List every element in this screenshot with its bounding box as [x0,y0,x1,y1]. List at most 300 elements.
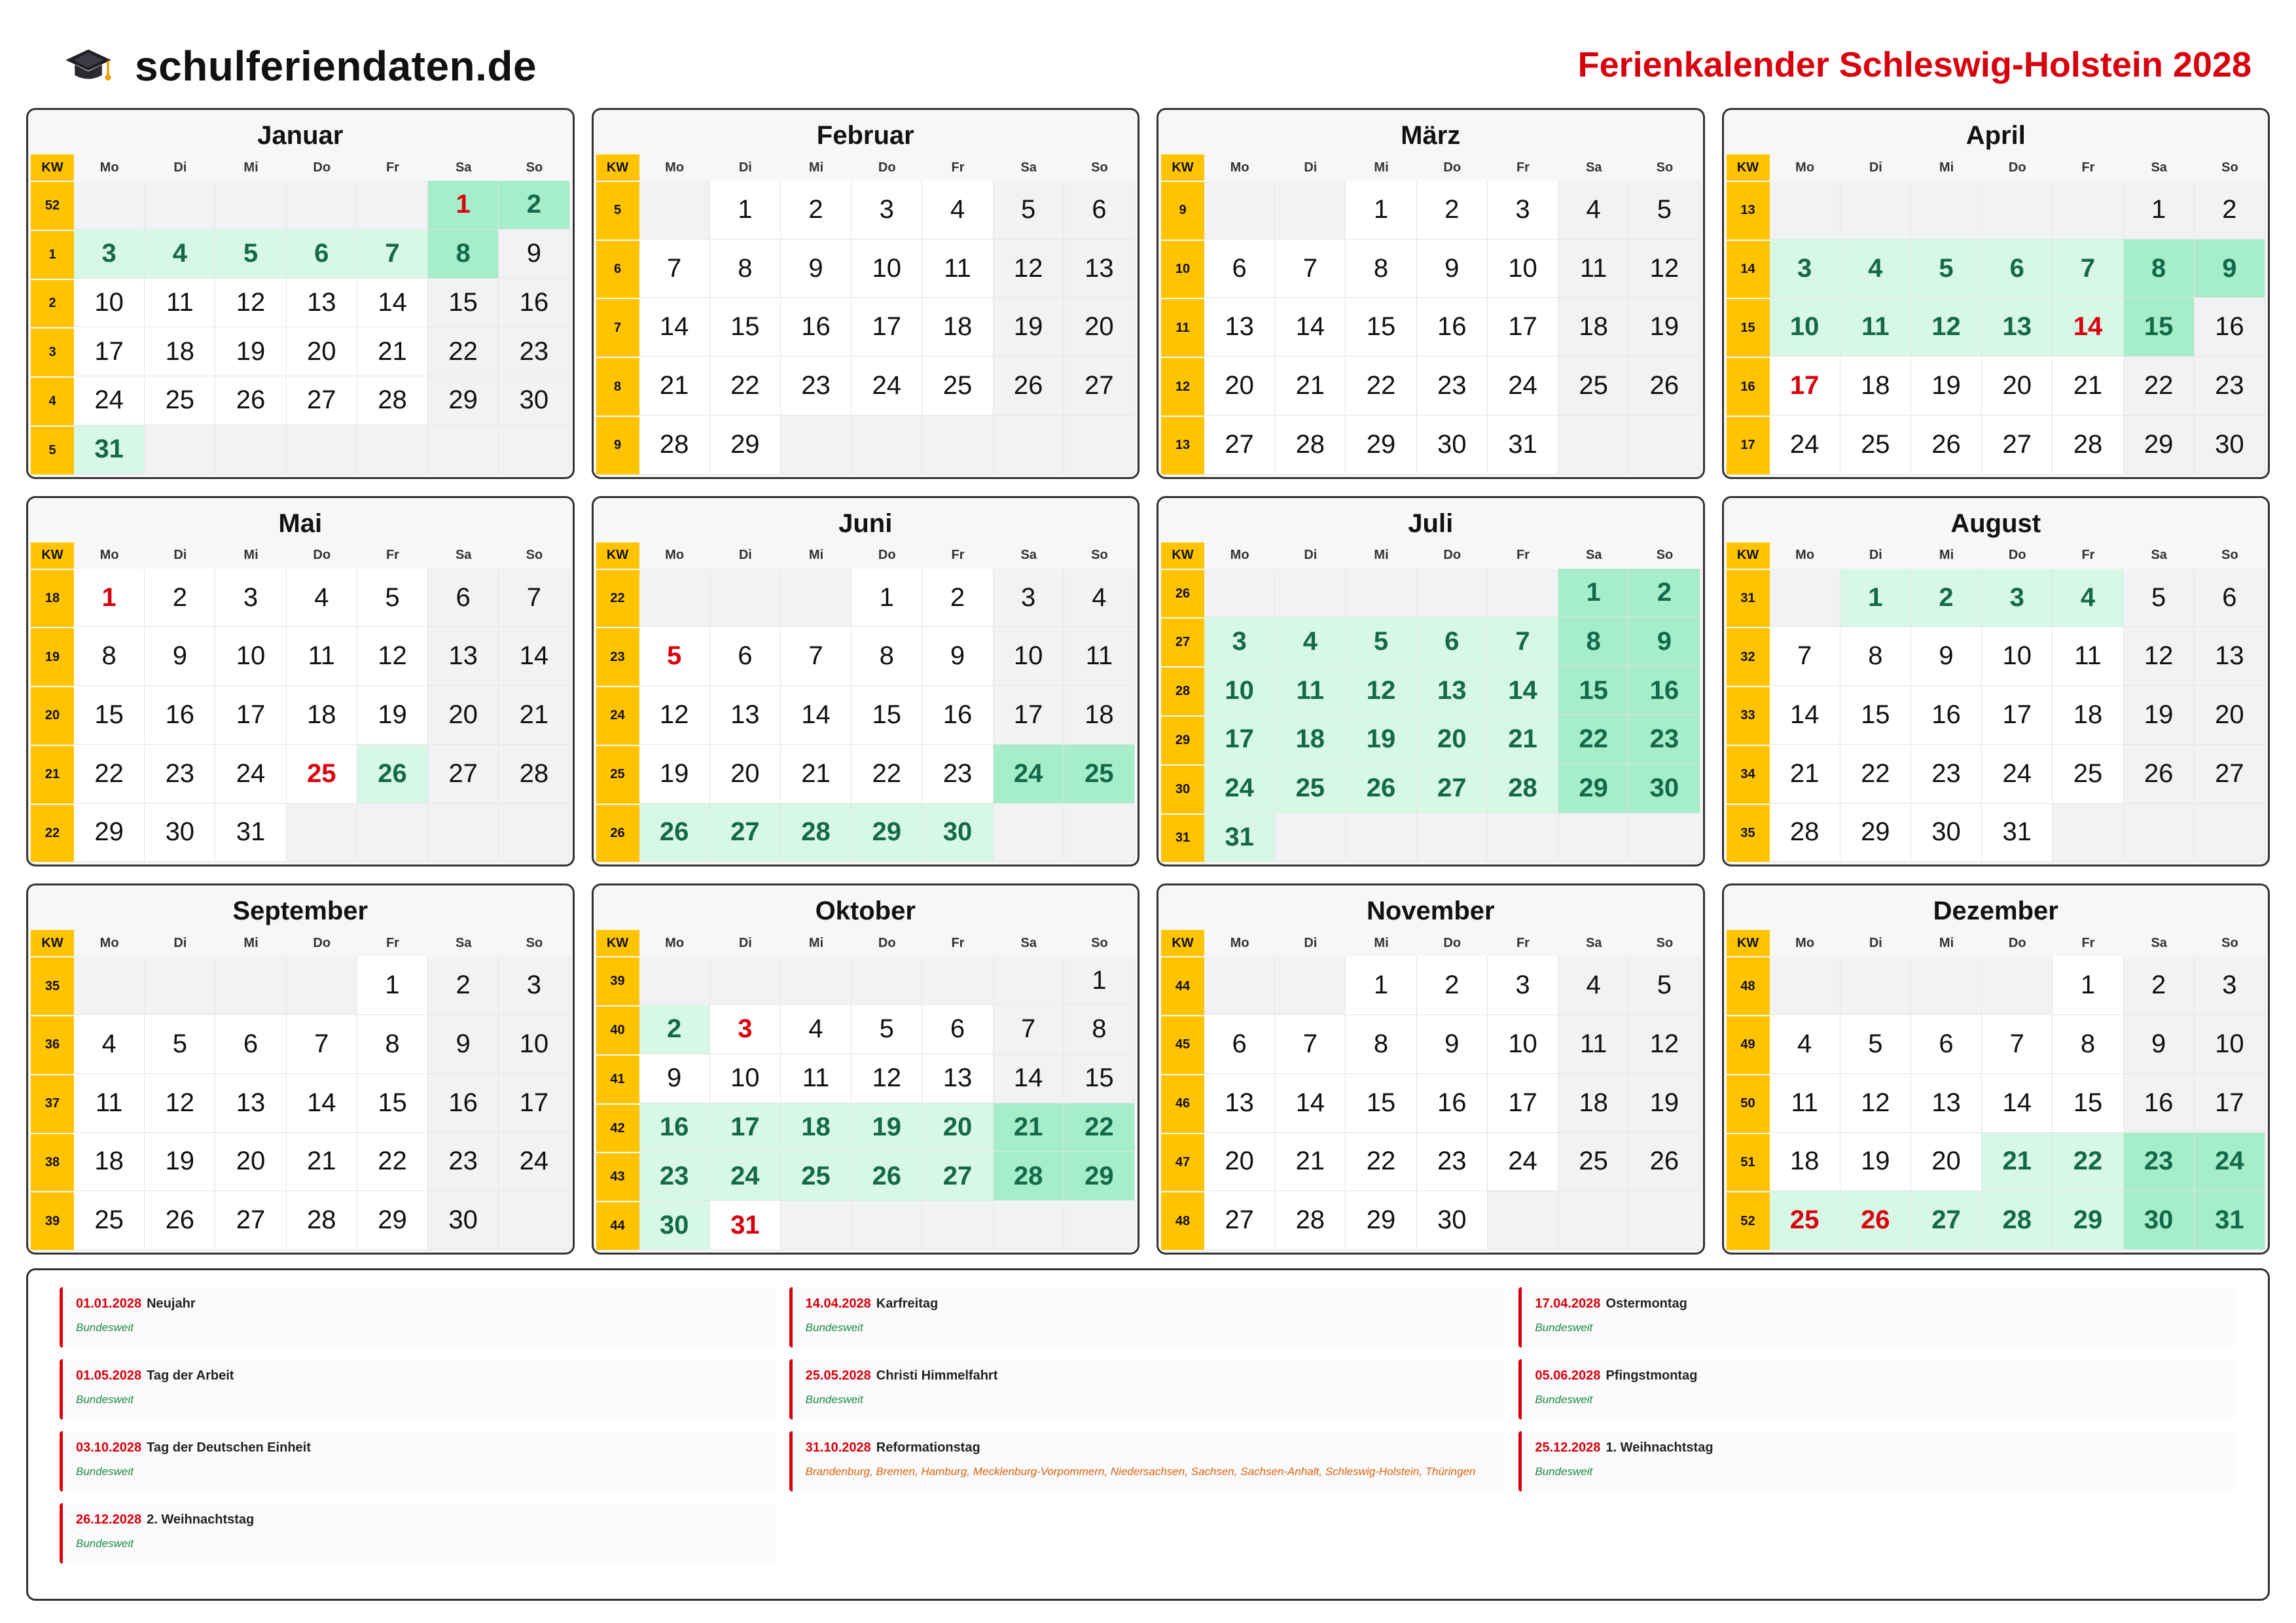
day-cell[interactable]: 9 [145,627,215,686]
day-cell[interactable]: 1 [1346,181,1416,240]
day-cell[interactable]: 8 [74,627,145,686]
ferien-day-cell[interactable]: 8 [2124,240,2195,298]
day-cell[interactable]: 19 [994,298,1064,357]
day-cell[interactable]: 11 [781,1054,852,1103]
holiday-day-cell[interactable]: 1 [74,569,145,628]
ferien-day-cell[interactable]: 31 [2195,1191,2265,1250]
ferien-day-cell[interactable]: 26 [357,745,428,804]
ferien-day-cell[interactable]: 11 [1275,666,1346,715]
ferien-day-cell[interactable]: 23 [2124,1133,2195,1192]
day-cell[interactable]: 29 [710,416,781,474]
day-cell[interactable]: 12 [852,1054,922,1103]
day-cell[interactable]: 19 [2124,686,2195,745]
day-cell[interactable]: 2 [145,569,215,628]
day-cell[interactable]: 21 [287,1133,357,1192]
day-cell[interactable]: 23 [922,745,993,804]
day-cell[interactable]: 5 [852,1005,922,1054]
day-cell[interactable]: 22 [357,1133,428,1192]
day-cell[interactable]: 19 [215,327,286,376]
day-cell[interactable]: 20 [2195,686,2265,745]
day-cell[interactable]: 10 [215,627,286,686]
day-cell[interactable]: 8 [1346,1015,1416,1074]
day-cell[interactable]: 13 [428,627,499,686]
ferien-day-cell[interactable]: 3 [74,230,145,279]
day-cell[interactable]: 9 [1417,1015,1488,1074]
day-cell[interactable]: 30 [1417,416,1488,474]
ferien-day-cell[interactable]: 6 [1417,617,1488,666]
day-cell[interactable]: 3 [215,569,286,628]
day-cell[interactable]: 3 [994,569,1064,628]
ferien-day-cell[interactable]: 26 [1346,764,1416,813]
ferien-day-cell[interactable]: 3 [1982,569,2053,628]
day-cell[interactable]: 26 [1629,357,1700,416]
ferien-day-cell[interactable]: 4 [1840,240,1911,298]
day-cell[interactable]: 31 [215,804,286,863]
ferien-day-cell[interactable]: 13 [1417,666,1488,715]
day-cell[interactable]: 28 [357,376,428,425]
day-cell[interactable]: 1 [2124,181,2195,240]
day-cell[interactable]: 11 [145,279,215,328]
brand[interactable] [64,42,537,90]
day-cell[interactable]: 5 [1629,181,1700,240]
day-cell[interactable]: 11 [922,240,993,298]
day-cell[interactable]: 10 [1488,240,1558,298]
day-cell[interactable]: 11 [2053,627,2123,686]
ferien-day-cell[interactable]: 23 [1629,715,1700,764]
day-cell[interactable]: 18 [1840,357,1911,416]
day-cell[interactable]: 7 [639,240,710,298]
ferien-day-cell[interactable]: 19 [852,1103,922,1152]
ferien-day-cell[interactable]: 23 [639,1152,710,1201]
day-cell[interactable]: 29 [74,804,145,863]
day-cell[interactable]: 28 [1770,804,1840,863]
day-cell[interactable]: 14 [1982,1074,2053,1133]
day-cell[interactable]: 5 [145,1015,215,1074]
ferien-day-cell[interactable]: 4 [1275,617,1346,666]
day-cell[interactable]: 9 [922,627,993,686]
day-cell[interactable]: 27 [1064,357,1135,416]
day-cell[interactable]: 20 [1982,357,2053,416]
day-cell[interactable]: 6 [922,1005,993,1054]
day-cell[interactable]: 26 [215,376,286,425]
day-cell[interactable]: 21 [1770,745,1840,804]
day-cell[interactable]: 22 [1346,1133,1416,1192]
day-cell[interactable]: 2 [1417,181,1488,240]
day-cell[interactable]: 14 [1770,686,1840,745]
day-cell[interactable]: 26 [145,1191,215,1250]
day-cell[interactable]: 17 [1982,686,2053,745]
day-cell[interactable]: 25 [922,357,993,416]
day-cell[interactable]: 11 [1558,240,1629,298]
day-cell[interactable]: 26 [1629,1133,1700,1192]
day-cell[interactable]: 30 [428,1191,499,1250]
ferien-day-cell[interactable]: 24 [994,745,1064,804]
day-cell[interactable]: 4 [1558,956,1629,1015]
day-cell[interactable]: 16 [145,686,215,745]
day-cell[interactable]: 28 [499,745,569,804]
ferien-day-cell[interactable]: 30 [922,804,993,863]
day-cell[interactable]: 11 [74,1074,145,1133]
day-cell[interactable]: 23 [781,357,852,416]
day-cell[interactable]: 15 [1840,686,1911,745]
ferien-day-cell[interactable]: 12 [1346,666,1416,715]
holiday-day-cell[interactable]: 17 [1770,357,1840,416]
day-cell[interactable]: 22 [428,327,499,376]
day-cell[interactable]: 17 [1488,298,1558,357]
day-cell[interactable]: 18 [2053,686,2123,745]
day-cell[interactable]: 25 [1558,1133,1629,1192]
day-cell[interactable]: 28 [2053,416,2123,474]
day-cell[interactable]: 17 [994,686,1064,745]
day-cell[interactable]: 14 [781,686,852,745]
day-cell[interactable]: 10 [1488,1015,1558,1074]
day-cell[interactable]: 11 [1558,1015,1629,1074]
ferien-day-cell[interactable]: 22 [2053,1133,2123,1192]
day-cell[interactable]: 20 [215,1133,286,1192]
ferien-day-cell[interactable]: 7 [357,230,428,279]
day-cell[interactable]: 22 [710,357,781,416]
day-cell[interactable]: 11 [1064,627,1135,686]
ferien-day-cell[interactable]: 20 [922,1103,993,1152]
ferien-day-cell[interactable]: 24 [2195,1133,2265,1192]
day-cell[interactable]: 28 [639,416,710,474]
day-cell[interactable]: 25 [145,376,215,425]
day-cell[interactable]: 12 [357,627,428,686]
day-cell[interactable]: 25 [1558,357,1629,416]
day-cell[interactable]: 21 [781,745,852,804]
day-cell[interactable]: 6 [215,1015,286,1074]
day-cell[interactable]: 3 [1488,956,1558,1015]
day-cell[interactable]: 27 [1204,416,1275,474]
day-cell[interactable]: 24 [215,745,286,804]
day-cell[interactable]: 5 [1629,956,1700,1015]
holiday-day-cell[interactable]: 5 [639,627,710,686]
day-cell[interactable]: 19 [1629,1074,1700,1133]
ferien-day-cell[interactable]: 30 [2124,1191,2195,1250]
day-cell[interactable]: 10 [994,627,1064,686]
day-cell[interactable]: 21 [1275,1133,1346,1192]
day-cell[interactable]: 15 [2053,1074,2123,1133]
holiday-day-cell[interactable]: 14 [2053,298,2123,357]
day-cell[interactable]: 14 [287,1074,357,1133]
day-cell[interactable]: 20 [710,745,781,804]
ferien-day-cell[interactable]: 2 [499,181,569,230]
day-cell[interactable]: 1 [1064,956,1135,1005]
day-cell[interactable]: 12 [145,1074,215,1133]
day-cell[interactable]: 13 [922,1054,993,1103]
day-cell[interactable]: 3 [852,181,922,240]
day-cell[interactable]: 13 [1204,1074,1275,1133]
ferien-day-cell[interactable]: 25 [1275,764,1346,813]
ferien-day-cell[interactable]: 2 [639,1005,710,1054]
day-cell[interactable]: 26 [994,357,1064,416]
day-cell[interactable]: 16 [922,686,993,745]
day-cell[interactable]: 12 [994,240,1064,298]
day-cell[interactable]: 13 [1064,240,1135,298]
day-cell[interactable]: 19 [1840,1133,1911,1192]
ferien-day-cell[interactable]: 6 [1982,240,2053,298]
day-cell[interactable]: 8 [357,1015,428,1074]
day-cell[interactable]: 13 [1911,1074,1982,1133]
day-cell[interactable]: 1 [1346,956,1416,1015]
day-cell[interactable]: 16 [1911,686,1982,745]
ferien-day-cell[interactable]: 15 [2124,298,2195,357]
day-cell[interactable]: 26 [1911,416,1982,474]
ferien-day-cell[interactable]: 24 [710,1152,781,1201]
day-cell[interactable]: 13 [710,686,781,745]
ferien-day-cell[interactable]: 26 [639,804,710,863]
ferien-day-cell[interactable]: 26 [852,1152,922,1201]
ferien-day-cell[interactable]: 1 [1558,569,1629,618]
day-cell[interactable]: 30 [145,804,215,863]
day-cell[interactable]: 22 [2124,357,2195,416]
ferien-day-cell[interactable]: 4 [145,230,215,279]
day-cell[interactable]: 18 [1558,298,1629,357]
ferien-day-cell[interactable]: 3 [1770,240,1840,298]
day-cell[interactable]: 8 [1346,240,1416,298]
day-cell[interactable]: 15 [852,686,922,745]
day-cell[interactable]: 17 [852,298,922,357]
day-cell[interactable]: 12 [1629,1015,1700,1074]
day-cell[interactable]: 15 [357,1074,428,1133]
day-cell[interactable]: 19 [145,1133,215,1192]
day-cell[interactable]: 20 [287,327,357,376]
day-cell[interactable]: 16 [1417,1074,1488,1133]
ferien-day-cell[interactable]: 29 [2053,1191,2123,1250]
day-cell[interactable]: 9 [2124,1015,2195,1074]
day-cell[interactable]: 14 [357,279,428,328]
day-cell[interactable]: 6 [2195,569,2265,628]
ferien-day-cell[interactable]: 28 [781,804,852,863]
day-cell[interactable]: 10 [710,1054,781,1103]
day-cell[interactable]: 2 [428,956,499,1015]
ferien-day-cell[interactable]: 2 [1629,569,1700,618]
day-cell[interactable]: 22 [1840,745,1911,804]
day-cell[interactable]: 4 [781,1005,852,1054]
day-cell[interactable]: 29 [1840,804,1911,863]
ferien-day-cell[interactable]: 29 [852,804,922,863]
day-cell[interactable]: 6 [428,569,499,628]
day-cell[interactable]: 12 [1629,240,1700,298]
holiday-day-cell[interactable]: 25 [287,745,357,804]
day-cell[interactable]: 14 [499,627,569,686]
day-cell[interactable]: 10 [74,279,145,328]
day-cell[interactable]: 24 [74,376,145,425]
day-cell[interactable]: 9 [499,230,569,279]
day-cell[interactable]: 28 [1275,416,1346,474]
day-cell[interactable]: 9 [639,1054,710,1103]
ferien-day-cell[interactable]: 7 [1488,617,1558,666]
day-cell[interactable]: 17 [2195,1074,2265,1133]
holiday-day-cell[interactable]: 25 [1770,1191,1840,1250]
day-cell[interactable]: 21 [499,686,569,745]
day-cell[interactable]: 15 [428,279,499,328]
day-cell[interactable]: 7 [499,569,569,628]
day-cell[interactable]: 18 [1064,686,1135,745]
ferien-day-cell[interactable]: 21 [994,1103,1064,1152]
day-cell[interactable]: 25 [1840,416,1911,474]
day-cell[interactable]: 19 [357,686,428,745]
day-cell[interactable]: 4 [922,181,993,240]
day-cell[interactable]: 7 [994,1005,1064,1054]
day-cell[interactable]: 6 [1204,1015,1275,1074]
day-cell[interactable]: 23 [1417,357,1488,416]
day-cell[interactable]: 31 [1488,416,1558,474]
day-cell[interactable]: 9 [1417,240,1488,298]
day-cell[interactable]: 6 [1064,181,1135,240]
day-cell[interactable]: 10 [499,1015,569,1074]
ferien-day-cell[interactable]: 10 [1770,298,1840,357]
ferien-day-cell[interactable]: 8 [428,230,499,279]
day-cell[interactable]: 23 [1417,1133,1488,1192]
day-cell[interactable]: 29 [428,376,499,425]
ferien-day-cell[interactable]: 27 [1911,1191,1982,1250]
day-cell[interactable]: 4 [1064,569,1135,628]
ferien-day-cell[interactable]: 29 [1064,1152,1135,1201]
ferien-day-cell[interactable]: 21 [1488,715,1558,764]
day-cell[interactable]: 24 [852,357,922,416]
day-cell[interactable]: 8 [852,627,922,686]
ferien-day-cell[interactable]: 10 [1204,666,1275,715]
ferien-day-cell[interactable]: 9 [2195,240,2265,298]
ferien-day-cell[interactable]: 18 [781,1103,852,1152]
day-cell[interactable]: 1 [357,956,428,1015]
day-cell[interactable]: 15 [1346,1074,1416,1133]
ferien-day-cell[interactable]: 28 [1488,764,1558,813]
ferien-day-cell[interactable]: 17 [1204,715,1275,764]
day-cell[interactable]: 11 [287,627,357,686]
ferien-day-cell[interactable]: 6 [287,230,357,279]
day-cell[interactable]: 23 [499,327,569,376]
ferien-day-cell[interactable]: 22 [1558,715,1629,764]
ferien-day-cell[interactable]: 17 [710,1103,781,1152]
ferien-day-cell[interactable]: 30 [1629,764,1700,813]
day-cell[interactable]: 25 [2053,745,2123,804]
day-cell[interactable]: 5 [994,181,1064,240]
ferien-day-cell[interactable]: 28 [1982,1191,2053,1250]
day-cell[interactable]: 23 [428,1133,499,1192]
day-cell[interactable]: 1 [852,569,922,628]
day-cell[interactable]: 9 [428,1015,499,1074]
day-cell[interactable]: 20 [1204,357,1275,416]
day-cell[interactable]: 24 [1488,357,1558,416]
ferien-day-cell[interactable]: 3 [1204,617,1275,666]
day-cell[interactable]: 26 [2124,745,2195,804]
ferien-day-cell[interactable]: 19 [1346,715,1416,764]
ferien-day-cell[interactable]: 12 [1911,298,1982,357]
ferien-day-cell[interactable]: 24 [1204,764,1275,813]
day-cell[interactable]: 13 [2195,627,2265,686]
day-cell[interactable]: 2 [1417,956,1488,1015]
day-cell[interactable]: 20 [1911,1133,1982,1192]
day-cell[interactable]: 16 [1417,298,1488,357]
day-cell[interactable]: 8 [2053,1015,2123,1074]
day-cell[interactable]: 19 [1629,298,1700,357]
day-cell[interactable]: 9 [781,240,852,298]
ferien-day-cell[interactable]: 4 [2053,569,2123,628]
day-cell[interactable]: 29 [1346,416,1416,474]
day-cell[interactable]: 20 [1204,1133,1275,1192]
day-cell[interactable]: 7 [1275,240,1346,298]
day-cell[interactable]: 16 [2124,1074,2195,1133]
day-cell[interactable]: 14 [994,1054,1064,1103]
ferien-day-cell[interactable]: 30 [639,1201,710,1250]
ferien-day-cell[interactable]: 25 [781,1152,852,1201]
ferien-day-cell[interactable]: 27 [1417,764,1488,813]
ferien-day-cell[interactable]: 9 [1629,617,1700,666]
ferien-day-cell[interactable]: 29 [1558,764,1629,813]
day-cell[interactable]: 6 [710,627,781,686]
ferien-day-cell[interactable]: 14 [1488,666,1558,715]
day-cell[interactable]: 11 [1770,1074,1840,1133]
day-cell[interactable]: 10 [852,240,922,298]
holiday-day-cell[interactable]: 26 [1840,1191,1911,1250]
day-cell[interactable]: 4 [1558,181,1629,240]
day-cell[interactable]: 21 [2053,357,2123,416]
day-cell[interactable]: 18 [287,686,357,745]
day-cell[interactable]: 27 [1982,416,2053,474]
holiday-day-cell[interactable]: 3 [710,1005,781,1054]
day-cell[interactable]: 23 [2195,357,2265,416]
day-cell[interactable]: 30 [1417,1191,1488,1250]
day-cell[interactable]: 9 [1911,627,1982,686]
day-cell[interactable]: 7 [287,1015,357,1074]
day-cell[interactable]: 27 [2195,745,2265,804]
day-cell[interactable]: 24 [1982,745,2053,804]
day-cell[interactable]: 21 [1275,357,1346,416]
ferien-day-cell[interactable]: 11 [1840,298,1911,357]
ferien-day-cell[interactable]: 27 [710,804,781,863]
day-cell[interactable]: 19 [639,745,710,804]
day-cell[interactable]: 2 [781,181,852,240]
day-cell[interactable]: 16 [781,298,852,357]
ferien-day-cell[interactable]: 16 [639,1103,710,1152]
day-cell[interactable]: 29 [357,1191,428,1250]
ferien-day-cell[interactable]: 5 [1346,617,1416,666]
day-cell[interactable]: 30 [1911,804,1982,863]
day-cell[interactable]: 20 [1064,298,1135,357]
day-cell[interactable]: 4 [1770,1015,1840,1074]
holiday-day-cell[interactable]: 1 [428,181,499,230]
day-cell[interactable]: 18 [145,327,215,376]
day-cell[interactable]: 15 [74,686,145,745]
holiday-day-cell[interactable]: 31 [710,1201,781,1250]
ferien-day-cell[interactable]: 28 [994,1152,1064,1201]
day-cell[interactable]: 20 [428,686,499,745]
ferien-day-cell[interactable]: 7 [2053,240,2123,298]
day-cell[interactable]: 6 [1204,240,1275,298]
day-cell[interactable]: 28 [287,1191,357,1250]
day-cell[interactable]: 24 [499,1133,569,1192]
day-cell[interactable]: 2 [922,569,993,628]
ferien-day-cell[interactable]: 2 [1911,569,1982,628]
day-cell[interactable]: 31 [1982,804,2053,863]
day-cell[interactable]: 28 [1275,1191,1346,1250]
day-cell[interactable]: 1 [710,181,781,240]
day-cell[interactable]: 21 [357,327,428,376]
day-cell[interactable]: 30 [2195,416,2265,474]
ferien-day-cell[interactable]: 13 [1982,298,2053,357]
day-cell[interactable]: 23 [1911,745,1982,804]
day-cell[interactable]: 15 [1346,298,1416,357]
day-cell[interactable]: 14 [639,298,710,357]
day-cell[interactable]: 5 [357,569,428,628]
day-cell[interactable]: 5 [1840,1015,1911,1074]
day-cell[interactable]: 13 [287,279,357,328]
ferien-day-cell[interactable]: 21 [1982,1133,2053,1192]
ferien-day-cell[interactable]: 27 [922,1152,993,1201]
day-cell[interactable]: 5 [2124,569,2195,628]
